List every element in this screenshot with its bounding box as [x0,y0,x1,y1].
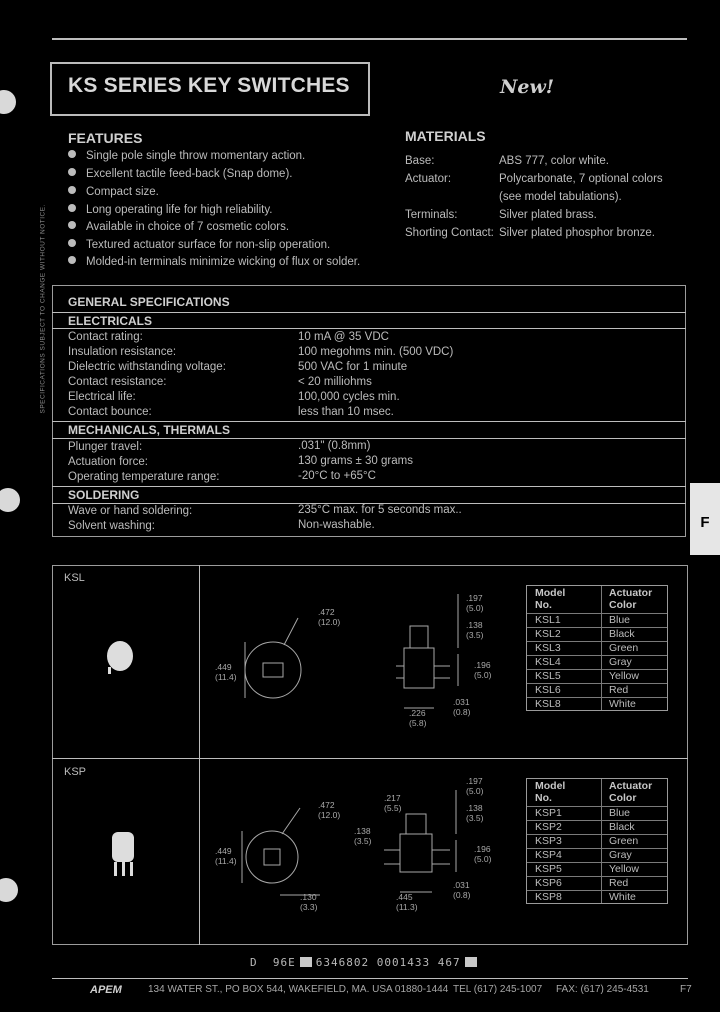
footer-address: 134 WATER ST., PO BOX 544, WAKEFIELD, MA. USA 01880-1444 [148,984,449,995]
spec-value: 100,000 cycles min. [298,391,400,403]
punch-hole-middle [0,488,20,512]
page-title: KS SERIES KEY SWITCHES [68,74,350,97]
material-value: Polycarbonate, 7 optional colors [499,173,663,185]
ksl-dim-197: .197 (5.0) [466,593,484,613]
table-header: Model No. [535,780,566,804]
ksp-dim-031: .031 (0.8) [453,880,471,900]
ksl-label: KSL [64,572,85,584]
spec-value: 235°C max. for 5 seconds max.. [298,504,462,516]
materials-heading: MATERIALS [405,128,486,144]
specs-divider [52,312,686,313]
catalog-code: D 96E 6346802 0001433 467 [250,956,481,969]
ksp-side-body [400,834,432,872]
material-label: Shorting Contact: [405,227,494,239]
ksl-photo-body [107,641,133,671]
ksp-photo-body [112,832,134,862]
ksp-side-cap [406,814,426,834]
spec-label: Contact bounce: [68,406,152,418]
spec-value: less than 10 msec. [298,406,394,418]
table-row: KSP2 Black [527,820,667,834]
spec-label: Wave or hand soldering: [68,505,193,517]
bullet-icon [68,204,76,212]
table-row: KSP1 Blue [527,806,667,820]
ksl-dim-138: .138 (3.5) [466,620,484,640]
ksp-model-table [526,778,668,904]
spec-label: Contact resistance: [68,376,167,388]
punch-hole-top [0,90,16,114]
spec-value: 500 VAC for 1 minute [298,361,408,373]
material-value: (see model tabulations). [499,191,622,203]
ksp-photo-pin [114,862,117,876]
ksl-dim-031: .031 (0.8) [453,697,471,717]
drawings-horizontal-divider [52,758,688,759]
top-rule [52,38,687,40]
ksl-side-body [404,648,434,688]
table-row: KSP6 Red [527,876,667,890]
mechanicals-topline [52,421,686,422]
bullet-icon [68,239,76,247]
spec-label: Solvent washing: [68,520,155,532]
ksl-side-cap [410,626,428,648]
ksp-photo-pin [122,862,125,876]
feature-item: Textured actuator surface for non-slip operation. [68,239,330,251]
table-row: KSL1 Blue [527,613,667,627]
material-label: Actuator: [405,173,452,185]
footer-tel: TEL (617) 245-1007 [453,984,543,995]
bullet-icon [68,256,76,264]
table-row: KSP8 White [527,890,667,904]
bullet-icon [68,150,76,158]
ksp-photo [104,826,144,886]
footer-rule [52,978,688,979]
table-row: KSL5 Yellow [527,669,667,683]
footer-page-number: F7 [680,984,692,995]
table-row: KSP5 Yellow [527,862,667,876]
spec-value: < 20 milliohms [298,376,372,388]
ksl-top-outline [245,642,301,698]
ksp-dim-445: .445 (11.3) [396,892,418,912]
ksp-top-outline [246,831,298,883]
table-row: KSL2 Black [527,627,667,641]
material-label: Terminals: [405,209,458,221]
feature-item: Excellent tactile feed-back (Snap dome). [68,168,292,180]
ksp-top-square [264,849,280,865]
ksp-dim-138-side: .138 (3.5) [354,826,372,846]
ksp-dim-dia: .472 (12.0) [318,800,341,820]
spec-value: -20°C to +65°C [298,470,376,482]
footer-fax: FAX: (617) 245-4531 [556,984,649,995]
spec-label: Contact rating: [68,331,143,343]
ksp-leader [282,808,300,834]
spec-value: 130 grams ± 30 grams [298,455,413,467]
bullet-icon [68,221,76,229]
ksp-label: KSP [64,766,87,778]
general-specs-heading: GENERAL SPECIFICATIONS [68,295,230,309]
code-block-icon [300,957,312,967]
side-note-text: SPECIFICATIONS SUBJECT TO CHANGE WITHOUT NOTICE. [39,204,47,414]
spec-label: Actuation force: [68,456,148,468]
table-row: KSP4 Gray [527,848,667,862]
ksp-dim-196: .196 (5.0) [474,844,492,864]
ksl-model-table [526,585,668,711]
spec-label: Plunger travel: [68,441,143,453]
punch-hole-bottom [0,878,18,902]
bullet-icon [68,186,76,194]
features-heading: FEATURES [68,130,143,146]
feature-item: Available in choice of 7 cosmetic colors. [68,221,289,233]
ksp-dim-130: .130 (3.3) [300,892,318,912]
bullet-icon [68,168,76,176]
spec-label: Dielectric withstanding voltage: [68,361,226,373]
ksl-top-tab [263,663,283,677]
electricals-heading: ELECTRICALS [68,314,152,328]
table-header: Actuator Color [609,587,653,611]
spec-label: Electrical life: [68,391,136,403]
table-row: KSL8 White [527,697,667,711]
feature-item: Molded-in terminals minimize wicking of flux or solder. [68,256,360,268]
ksl-photo-lead [108,667,111,674]
spec-value: 10 mA @ 35 VDC [298,331,389,343]
table-header: Model No. [535,587,566,611]
table-row: KSL4 Gray [527,655,667,669]
table-row: KSL3 Green [527,641,667,655]
ksp-photo-pin [130,862,133,876]
material-label: Base: [405,155,435,167]
mechanicals-underline [52,438,686,439]
new-badge: New! [500,76,555,98]
footer-brand: APEM [90,984,122,996]
code-block-icon [465,957,477,967]
feature-item: Long operating life for high reliability. [68,204,272,216]
ksl-leader [284,618,298,645]
section-tab: F [690,483,720,555]
spec-label: Insulation resistance: [68,346,177,358]
spec-value: .031" (0.8mm) [298,440,371,452]
table-row: KSP3 Green [527,834,667,848]
side-note [38,200,48,420]
spec-value: Non-washable. [298,519,375,531]
ksp-dim-217: .217 (5.5) [384,793,402,813]
table-header: Actuator Color [609,780,653,804]
feature-item: Compact size. [68,186,159,198]
soldering-heading: SOLDERING [68,488,140,502]
material-value: Silver plated brass. [499,209,597,221]
material-value: Silver plated phosphor bronze. [499,227,655,239]
material-value: ABS 777, color white. [499,155,609,167]
ksp-dim-138: .138 (3.5) [466,803,484,823]
table-row: KSL6 Red [527,683,667,697]
mechanicals-heading: MECHANICALS, THERMALS [68,423,230,437]
ksl-photo [100,630,140,680]
ksl-dim-height: .449 (11.4) [215,662,237,682]
spec-value: 100 megohms min. (500 VDC) [298,346,454,358]
ksl-dim-196: .196 (5.0) [474,660,492,680]
spec-label: Operating temperature range: [68,471,220,483]
ksl-dim-dia: .472 (12.0) [318,607,341,627]
ksl-dim-226: .226 (5.8) [409,708,427,728]
ksp-dim-197: .197 (5.0) [466,776,484,796]
feature-item: Single pole single throw momentary action. [68,150,305,162]
soldering-topline [52,486,686,487]
ksp-dim-height: .449 (11.4) [215,846,237,866]
electricals-underline [52,328,686,329]
